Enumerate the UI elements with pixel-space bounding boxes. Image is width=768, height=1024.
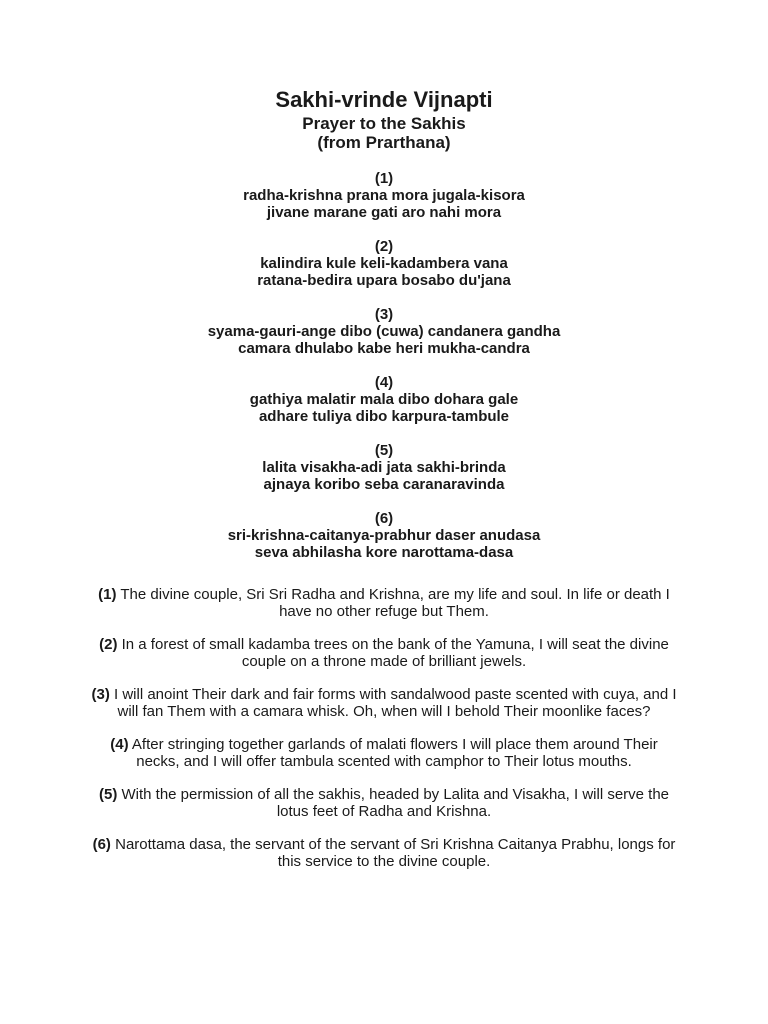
verse-line: ratana-bedira upara bosabo du'jana (257, 272, 511, 289)
verse-line: seva abhilasha kore narottama-dasa (254, 544, 514, 561)
translation-paragraph (90, 786, 678, 820)
verse (0, 442, 768, 493)
translation-paragraph (90, 736, 678, 770)
page-title: Sakhi-vrinde Vijnapti (275, 87, 493, 112)
verse-line: radha-krishna prana mora jugala-kisora (243, 187, 525, 204)
verse-line: camara dhulabo kabe heri mukha-candra (238, 340, 530, 357)
verse-line: ajnaya koribo seba caranaravinda (263, 476, 505, 493)
verse-line: adhare tuliya dibo karpura-tambule (258, 408, 510, 425)
verse-line: kalindira kule keli-kadambera vana (260, 255, 508, 272)
verse (0, 238, 768, 289)
translation-paragraph (90, 586, 678, 620)
translation-number: (2) (99, 636, 118, 653)
verse (0, 306, 768, 357)
verse-number: (4) (374, 374, 394, 391)
verses-section (0, 170, 768, 561)
translation-text: After stringing together garlands of malati flowers I will place them around Their necks, and I will offer tambula scented with camphor to Their lotus mouths. (131, 736, 658, 770)
page-subtitle: Prayer to the Sakhis (302, 114, 466, 133)
verse-line: gathiya malatir mala dibo dohara gale (249, 391, 519, 408)
translation-paragraph (90, 836, 678, 870)
translation-text: I will anoint Their dark and fair forms with sandalwood paste scented with cuya, and I will fan Them with a camara whisk. Oh, when will I behold Their moonlike faces? (114, 686, 677, 720)
verse-line: syama-gauri-ange dibo (cuwa) candanera gandha (207, 323, 561, 340)
translation-text: Narottama dasa, the servant of the servant of Sri Krishna Caitanya Prabhu, longs for this service to the divine couple. (115, 836, 676, 870)
verse-number: (1) (374, 170, 394, 187)
translation-text: The divine couple, Sri Sri Radha and Krishna, are my life and soul. In life or death I have no other refuge but Them. (120, 586, 670, 620)
translation-paragraph (90, 636, 678, 670)
verse (0, 170, 768, 221)
source-note: (from Prarthana) (317, 133, 451, 152)
translation-number: (3) (91, 686, 110, 703)
translations-section (0, 586, 768, 870)
verse-number: (2) (374, 238, 394, 255)
translation-paragraph (90, 686, 678, 720)
verse-line: sri-krishna-caitanya-prabhur daser anudasa (227, 527, 541, 544)
translation-text: In a forest of small kadamba trees on the bank of the Yamuna, I will seat the divine couple on a throne made of brilliant jewels. (121, 636, 669, 670)
verse-number: (5) (374, 442, 394, 459)
translation-text: With the permission of all the sakhis, headed by Lalita and Visakha, I will serve the lotus feet of Radha and Krishna. (121, 786, 670, 820)
verse (0, 510, 768, 561)
translation-number: (1) (98, 586, 117, 603)
verse-number: (6) (374, 510, 394, 527)
translation-number: (6) (92, 836, 111, 853)
verse-number: (3) (374, 306, 394, 323)
translation-number: (4) (110, 736, 129, 753)
translation-number: (5) (98, 786, 118, 803)
verse-line: lalita visakha-adi jata sakhi-brinda (262, 459, 506, 476)
verse-line: jivane marane gati aro nahi mora (266, 204, 502, 221)
verse (0, 374, 768, 425)
